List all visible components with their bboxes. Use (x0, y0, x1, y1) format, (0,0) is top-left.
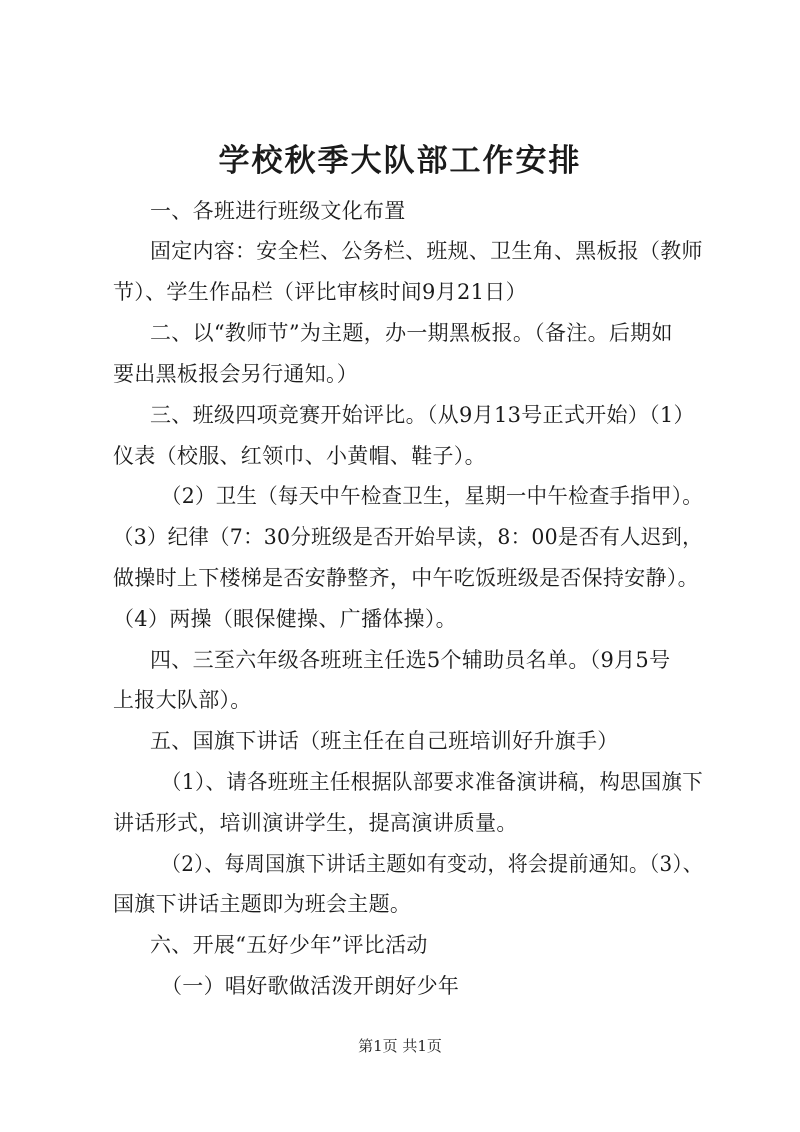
paragraph-line: 固定内容：安全栏、公务栏、班规、卫生角、黑板报（教师 (150, 239, 703, 263)
paragraph-line: （2）卫生（每天中午检查卫生，星期一中午检查手指甲）。 (161, 484, 703, 508)
document-title: 学校秋季大队部工作安排 (218, 143, 582, 179)
paragraph-line: （4）两操（眼保健操、广播体操）。 (113, 607, 457, 631)
paragraph-line: 二、以“教师节”为主题，办一期黑板报。（备注。后期如 (150, 321, 673, 345)
paragraph-line: 国旗下讲话主题即为班会主题。 (113, 892, 412, 916)
paragraph-line: 上报大队部）。 (113, 688, 252, 712)
paragraph-line: （2）、每周国旗下讲话主题如有变动，将会提前通知。（3）、 (161, 852, 703, 876)
heading-line: 一、各班进行班级文化布置 (150, 199, 406, 223)
heading-line: 六、开展“五好少年”评比活动 (150, 933, 428, 957)
paragraph-line: 做操时上下楼梯是否安静整齐，中午吃饭班级是否保持安静）。 (113, 566, 699, 590)
paragraph-line: （1）、请各班班主任根据队部要求准备演讲稿，构思国旗下 (161, 770, 703, 794)
paragraph-line: （3）纪律（7：30分班级是否开始早读，8：00是否有人迟到， (113, 525, 703, 549)
paragraph-line: 三、班级四项竞赛开始评比。（从9月13号正式开始）（1） (150, 403, 695, 427)
page-footer: 第1页 共1页 (358, 1037, 442, 1055)
paragraph-line: 要出黑板报会另行通知。） (113, 362, 359, 386)
paragraph-line: 讲话形式，培训演讲学生，提高演讲质量。 (113, 811, 518, 835)
heading-line: 五、国旗下讲话（班主任在自己班培训好升旗手） (150, 729, 619, 753)
paragraph-line: 节）、学生作品栏（评比审核时间9月21日） (113, 280, 527, 304)
paragraph-line: 四、三至六年级各班班主任选5个辅助员名单。（9月5号 (150, 648, 671, 672)
paragraph-line: （一）唱好歌做活泼开朗好少年 (161, 974, 460, 998)
paragraph-line: 仪表（校服、红领巾、小黄帽、鞋子）。 (113, 444, 486, 468)
